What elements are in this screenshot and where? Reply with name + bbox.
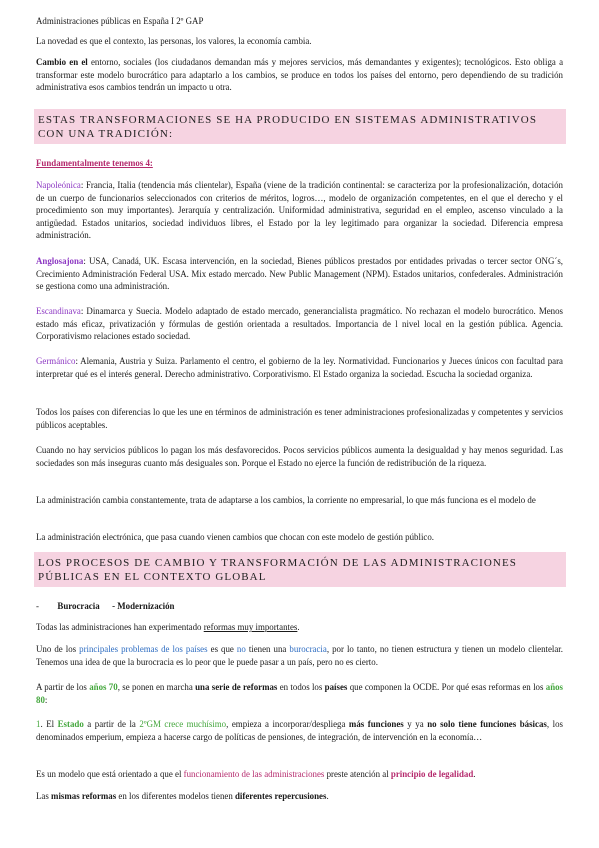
uno-b: principales problemas de los países — [79, 644, 208, 654]
partir-g: que componen la OCDE. Por qué esas reformas en los — [347, 682, 546, 692]
paragraph-administracion: La administración cambia constantemente, trata de adaptarse a los cambios, la corriente no empresarial, lo que más funciona es el modelo de — [36, 495, 536, 505]
es-e: . — [473, 769, 476, 779]
partir-f: países — [324, 682, 348, 692]
paragraph-todas — [36, 621, 563, 634]
paragraph-germanico — [36, 355, 563, 380]
es-d: principio de legalidad — [390, 769, 474, 779]
cambio-text: entorno, sociales (los ciudadanos demandan más y mejores servicios, más demandantes y exigentes); tecnológicos. Esto obliga a transformar este modelo burocrático para adaptarlo a los cambios, se produce en todos los países del entorno, pero dependiendo de su tradición administrativa esos cambios tendrán un impacto u otra. — [36, 57, 564, 93]
section-banner-procesos: LOS PROCESOS DE CAMBIO Y TRANSFORMACIÓN DE LAS ADMINISTRACIONES PÚBLICAS EN EL CONTEXTO GLOBAL — [34, 552, 566, 587]
napoleonica-label: Napoleónica — [36, 180, 81, 190]
cambio-lead: Cambio en el — [36, 57, 88, 67]
one-g: más funciones — [348, 719, 404, 729]
paragraph-todos: Todos los países con diferencias lo que les une en términos de administración es tener administraciones profesionalizadas y competentes y servicios públicos aceptables. — [36, 407, 563, 430]
paragraph-escandinava — [36, 305, 563, 343]
uno-d: no — [236, 644, 246, 654]
list-dash: - — [36, 601, 39, 611]
one-d: a partir de la — [83, 719, 140, 729]
one-e: 2ºGM crece muchísimo — [139, 719, 227, 729]
todas-c: . — [297, 622, 300, 632]
anglosajona-text: : USA, Canadá, UK. Escasa intervención, en la sociedad, Bienes públicos prestados por entidades privadas o tercer sector ONG´s, Crecimiento Administración Federal USA. Mix estado mercado. New Public Management (NPM). Estados unitarios, confederales. Administración se gestiona como una administración. — [36, 256, 563, 292]
paragraph-uno — [36, 643, 563, 668]
napoleonica-text: : Francia, Italia (tendencia más clientelar), España (viene de la tradición continental: se caracteriza por la profesionalización, dotación de un cuerpo de funcionarios seleccionados con criterios de méritos, logros…, modelo de organización competentes, en el que el derecho y el procedimiento son muy importantes). Jerarquía y centralización. Uniformidad administrativa, seguridad en el empleo, ascenso vinculado a la antigüedad. Estados unitarios, sociedad individuos libres, el Estado por la ley legitimado para organizar la sociedad. Diferencia empresa administración. — [36, 180, 563, 241]
uno-f: burocracia — [289, 644, 327, 654]
partir-h: años 80 — [36, 682, 564, 705]
paragraph-partir — [36, 681, 563, 706]
partir-i: : — [44, 694, 48, 705]
list-item-burocracia: Burocracia — [57, 601, 100, 611]
paragraph-electronica: La administración electrónica, que pasa cuando vienen cambios que chocan con este modelo de gestión público. — [36, 532, 435, 542]
one-f: , empieza a incorporar/despliega — [226, 719, 349, 729]
partir-e: en todos los — [277, 682, 325, 692]
las-e: . — [326, 791, 329, 801]
las-c: en los diferentes modelos tienen — [116, 791, 235, 801]
one-h: y ya — [403, 719, 428, 729]
fund-label: Fundamentalmente tenemos 4: — [36, 158, 153, 168]
anglosajona-label: Anglosajona — [36, 256, 84, 266]
partir-a: A partir de los — [36, 682, 90, 692]
uno-a: Uno de los — [36, 644, 80, 654]
es-c: preste atención al — [324, 769, 391, 779]
uno-c: es que — [207, 644, 237, 654]
list-item-modernizacion: - Modernización — [112, 601, 175, 611]
las-d: diferentes repercusiones — [235, 791, 327, 801]
escandinava-label: Escandinava — [36, 306, 81, 316]
fundamental-heading — [36, 157, 563, 170]
one-a: 1 — [36, 719, 41, 729]
uno-g: , por lo tanto, no tienen estructura y tienen un modelo clientelar. Tenemos una idea de que la burocracia es lo peor que le puede pasar a un país, pero no es cierto. — [36, 644, 563, 667]
las-a: Las — [36, 791, 52, 801]
partir-c: , se ponen en marcha — [117, 682, 196, 692]
one-j: , los denominados emperium, empieza a hacerse cargo de políticas de pensiones, de integración, de intervención en la economía… — [36, 719, 563, 742]
paragraph-cambio — [36, 56, 563, 94]
las-b: mismas reformas — [51, 791, 117, 801]
one-b: . El — [40, 719, 58, 729]
paragraph-modelo — [36, 768, 563, 781]
germanico-label: Germánico — [36, 356, 76, 366]
es-b: funcionamiento de las administraciones — [183, 769, 325, 779]
es-a: Es un modelo que está orientado a que el — [36, 769, 184, 779]
escandinava-text: : Dinamarca y Suecia. Modelo adaptado de estado mercado, generancialista pragmático. No rechazan el modelo burocrático. Menos estado más eficaz, privatización y fórmulas de gestión orientada a resultados. Importancia de l nivel local en la gestión pública. Agencia. Corporativismo relaciones estado sociedad. — [36, 306, 563, 342]
list-burocracia — [36, 600, 174, 612]
todas-b: reformas muy importantes — [203, 622, 298, 632]
germanico-text: : Alemania, Austria y Suiza. Parlamento el centro, el gobierno de la ley. Normatividad. Funcionarios y Jueces únicos con facultad para interpretar qué es el interés general. Derecho administrativo. Corporativismo. El Estado organiza la sociedad. Escucha la sociedad organiza. — [36, 356, 563, 379]
section-banner-tradicion: ESTAS TRANSFORMACIONES SE HA PRODUCIDO EN SISTEMAS ADMINISTRATIVOS CON UNA TRADICIÓN: — [34, 109, 566, 144]
paragraph-napoleonica — [36, 179, 563, 242]
one-c: Estado — [57, 719, 84, 729]
one-i: no solo tiene funciones básicas — [427, 719, 547, 729]
paragraph-mismas — [36, 790, 563, 803]
partir-d: una serie de reformas — [195, 682, 278, 692]
paragraph-uno-estado — [36, 718, 563, 743]
partir-b: años 70 — [89, 682, 118, 692]
paragraph-cuando: Cuando no hay servicios públicos lo pagan los más desfavorecidos. Pocos servicios públicos aumenta la desigualdad y hay menos seguridad. Las sociedades son más inseguras cuanto más desiguales son. Porque el Estado no ejerce la función de redistribución de la riqueza. — [36, 445, 563, 468]
uno-e: tienen una — [245, 644, 290, 654]
paragraph-novedad: La novedad es que el contexto, las personas, los valores, la economía cambia. — [36, 36, 312, 46]
paragraph-anglosajona — [36, 255, 563, 293]
document-header: Administraciones públicas en España I 2º GAP — [36, 16, 204, 26]
todas-a: Todas las administraciones han experimentado — [36, 622, 204, 632]
